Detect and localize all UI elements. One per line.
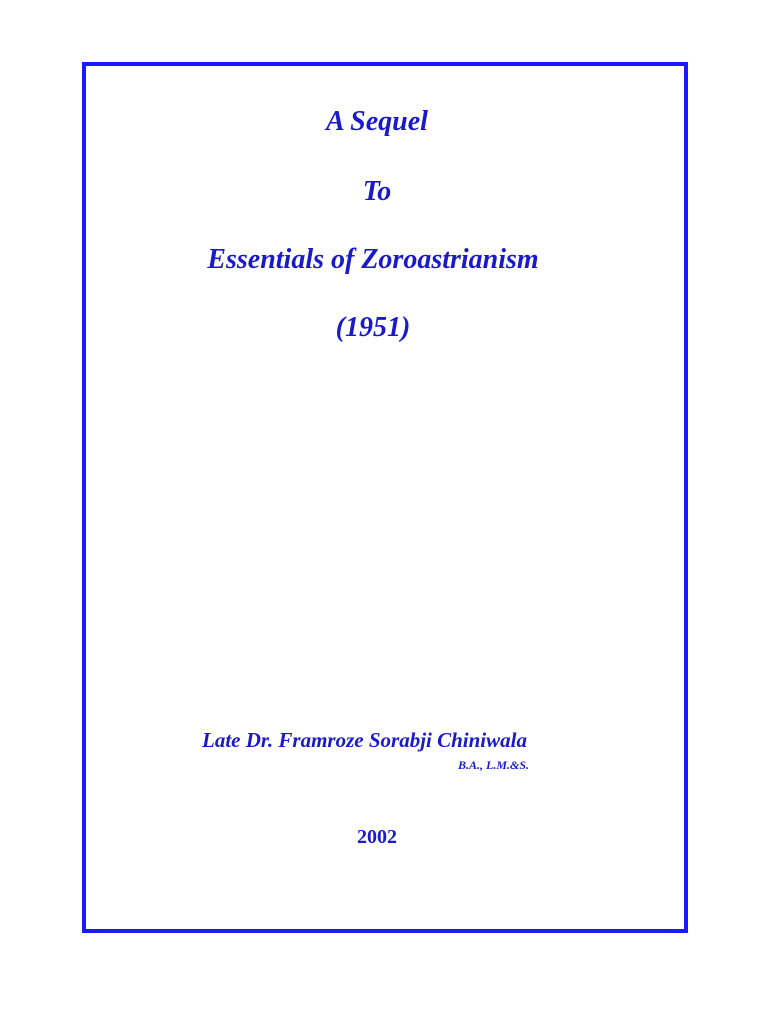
page-border-frame	[82, 62, 688, 933]
title-line-a-sequel: A Sequel	[326, 106, 428, 137]
title-line-essentials: Essentials of Zoroastrianism	[207, 244, 539, 275]
publication-year: 2002	[357, 826, 397, 848]
title-line-year-original: (1951)	[335, 312, 411, 343]
author-name: Late Dr. Framroze Sorabji Chiniwala	[202, 728, 527, 752]
author-degrees: B.A., L.M.&S.	[458, 758, 530, 772]
title-line-to: To	[362, 176, 392, 207]
